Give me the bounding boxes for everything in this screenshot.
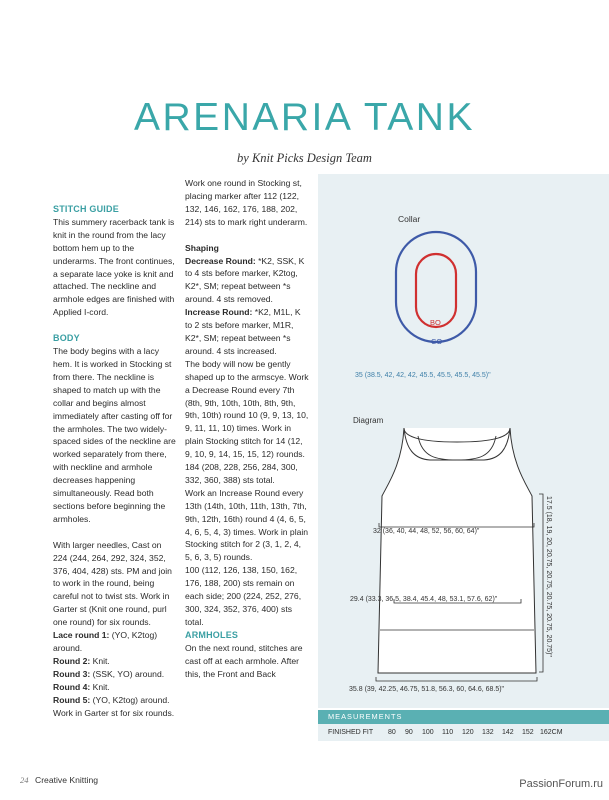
round-2: Round 2: Knit. <box>53 655 110 666</box>
collar-label: Collar <box>398 214 421 224</box>
stitch-guide-text: This summery racerback tank is knit in the round from the lacy bottom hem up to the underarms. The front continues, a separate lace yoke is knit and attached. The neckline and armhole edges are finished with Applied I-cord. <box>53 216 175 318</box>
pattern-title: ARENARIA TANK <box>134 96 475 139</box>
byline: by Knit Picks Design Team <box>237 151 372 165</box>
tank-body-outline <box>378 428 536 673</box>
stitch-count-text: 100 (112, 126, 138, 150, 162, 176, 188, 200) sts remain on each side; 200 (224, 252, 276, 300, 324, 352, 376, 400) sts total. <box>185 565 302 627</box>
text-column-2 <box>185 177 309 680</box>
finished-fit-label: FINISHED FIT <box>328 729 374 736</box>
co-label: CO <box>431 337 443 346</box>
armholes-heading: ARMHOLES <box>185 629 239 640</box>
collar-inner-edge <box>416 254 456 327</box>
fit-value: 132 <box>482 729 494 736</box>
bo-label: BO <box>430 318 441 327</box>
decrease-round: Decrease Round: *K2, SSK, K to 4 sts before marker, K2tog, K2*, SM; repeat between *s around. 4 sts removed. <box>185 255 305 305</box>
diagram-label: Diagram <box>353 416 384 425</box>
round-3: Round 3: (SSK, YO) around. <box>53 668 165 679</box>
intro-text: Work one round in Stocking st, placing marker after 112 (122, 132, 146, 162, 176, 188, 202, 214) sts to mark right underarm. <box>185 178 308 227</box>
width-mid-label: 29.4 (33.3, 36.5, 38.4, 45.4, 48, 53.1, 57.6, 62)" <box>350 596 498 603</box>
stitch-guide-heading: STITCH GUIDE <box>53 204 119 214</box>
fit-value: 100 <box>422 729 434 736</box>
body-heading: BODY <box>53 333 80 344</box>
page-footer <box>20 775 98 785</box>
shaping-heading: Shaping <box>185 242 219 253</box>
collar-measurement: 35 (38.5, 42, 42, 42, 45.5, 45.5, 45.5, 45.5)" <box>355 372 491 379</box>
fit-value: 110 <box>442 729 454 736</box>
fit-value: 162CM <box>540 729 563 736</box>
page-number: 24 <box>20 775 29 785</box>
text-column-1 <box>53 203 177 719</box>
finished-fit-row <box>318 724 609 741</box>
fit-value: 152 <box>522 729 534 736</box>
fit-value: 80 <box>388 729 396 736</box>
cast-on-text: With larger needles, Cast on 224 (244, 264, 292, 324, 352, 376, 404, 428) sts. PM and join to work in the round, being careful not to twist sts. Work in Garter st (Knit one round, purl one round) for six rounds. <box>53 539 172 628</box>
watermark: PassionForum.ru <box>519 778 603 790</box>
measurements-header: MEASUREMENTS <box>318 710 609 724</box>
width-bottom-label: 35.8 (39, 42.25, 46.75, 51.8, 56.3, 60, 64.6, 68.5)" <box>349 686 505 693</box>
increase-body-text: Work an Increase Round every 13th (14th, 10th, 11th, 13th, 7th, 9th, 12th, 16th) round 4 (4, 6, 5, 4, 6, 5, 4, 3) times. Work in plain Stocking stitch for 2 (3, 1, 2, 4, 5, 6, 3, 5) rounds. <box>185 487 309 563</box>
shaping-body-text: The body will now be gently shaped up to the armscye. Work a Decrease Round every 7th (8th, 9th, 10th, 10th, 8th, 9th, 9th, 10th) round 10 (9, 9, 13, 10, 9, 11, 11, 10) times. Work in plain Stocking stitch for 14 (12, 9, 10, 9, 14, 15, 15, 12) rounds. 184 (208, 228, 256, 284, 300, 332, 360, 388) sts total. <box>185 358 309 485</box>
fit-value: 90 <box>405 729 413 736</box>
body-text: The body begins with a lacy hem. It is worked in Stocking st from there. The neckline is shaped to match up with the collar and begins almost immediately after casting off for the armholes. The two widely-spaced sides of the neckline are worked separately from there, with neckline and armhole decreases happening simultaneously. Read both sections before beginning the armholes. <box>53 346 176 524</box>
fit-value: 120 <box>462 729 474 736</box>
increase-round: Increase Round: *K2, M1L, K to 2 sts before marker, M1R, K2*, SM; repeat between *s around. 4 sts increased. <box>185 307 301 356</box>
magazine-name: Creative Knitting <box>34 775 99 785</box>
width-bottom-bracket <box>376 677 537 681</box>
schematic <box>318 174 609 708</box>
length-label: 17.5 (18, 19, 20, 20.75, 20.75, 20.75, 20.75, 20.75)" <box>545 496 552 657</box>
lace-round-1: Lace round 1: (YO, K2tog) around. <box>53 630 158 653</box>
armholes-text: On the next round, stitches are cast off at each armhole. After this, the Front and Back <box>185 642 303 679</box>
fit-value: 142 <box>502 729 514 736</box>
width-top-label: 32 (36, 40, 44, 48, 52, 56, 60, 64)" <box>373 528 480 535</box>
length-bracket <box>539 494 543 672</box>
round-5: Round 5: (YO, K2tog) around. Work in Garter st for six rounds. <box>53 694 175 718</box>
round-4: Round 4: Knit. <box>53 681 110 692</box>
